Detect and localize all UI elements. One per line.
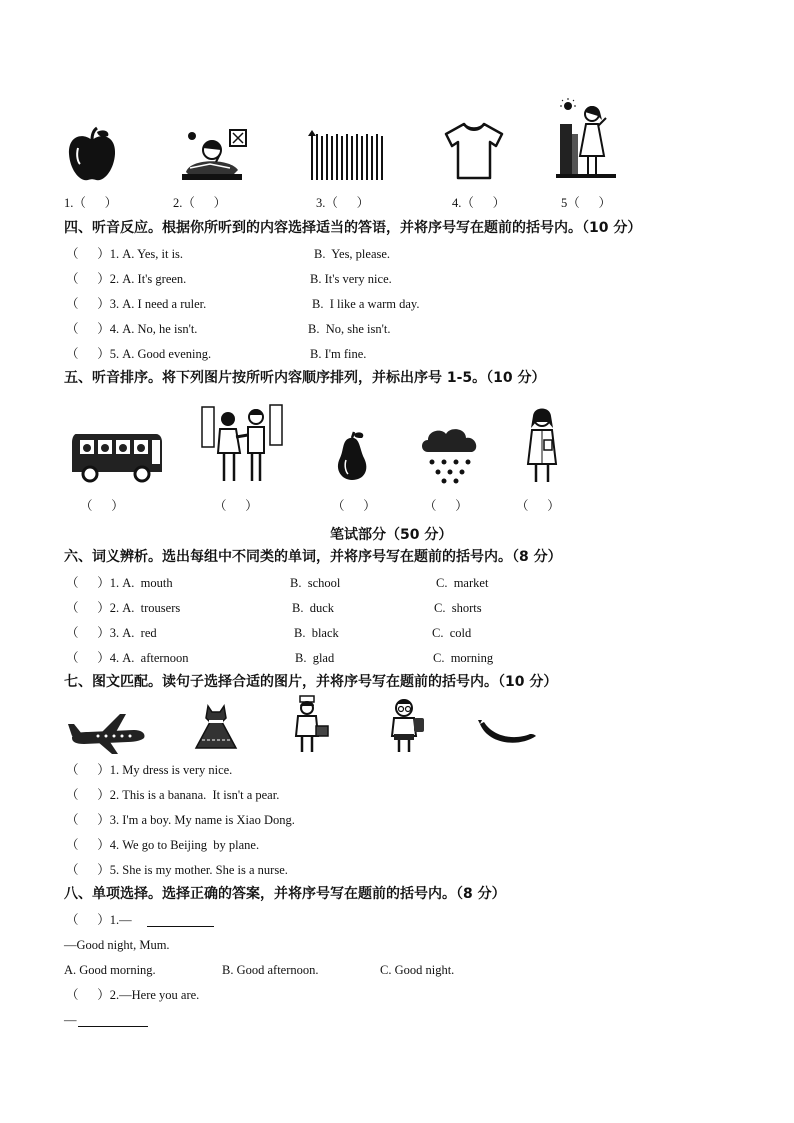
section-4-item-1-b: B. Yes, please. (314, 247, 391, 261)
order-label-5: （ ） (516, 499, 560, 513)
section-6-item-4-b: B. glad (295, 651, 335, 665)
rain-cloud-picture (418, 424, 482, 484)
pencils-picture (308, 130, 388, 182)
section-6-item-1-b: B. school (290, 576, 341, 590)
dress-picture (192, 704, 240, 752)
section-7-item-2: （ ）2. This is a banana. It isn't a pear. (66, 788, 280, 802)
nurse-mother-picture (288, 696, 332, 754)
picture-label-3: 3.（ ） (316, 196, 370, 210)
section-6-item-4-a: （ ）4. A. afternoon (66, 651, 189, 665)
section-4-item-3-a: （ ）3. A. I need a ruler. (66, 297, 207, 311)
section-8-q1-option-a: A. Good morning. (64, 963, 156, 977)
tshirt-picture (444, 122, 504, 180)
section-6-item-1-c: C. market (436, 576, 489, 590)
section-6-item-2-b: B. duck (292, 601, 335, 615)
section-8-q2-reply: — (64, 1013, 77, 1027)
section-8-q1-reply: —Good night, Mum. (64, 938, 170, 952)
section-7-item-1: （ ）1. My dress is very nice. (66, 763, 233, 777)
order-label-1: （ ） (80, 499, 124, 513)
section-8-q1: （ ）1.— (66, 913, 132, 927)
section-8-q2: （ ）2.—Here you are. (66, 988, 200, 1002)
section-7-item-3: （ ）3. I'm a boy. My name is Xiao Dong. (66, 813, 295, 827)
order-label-3: （ ） (332, 499, 376, 513)
section-6-item-3-c: C. cold (432, 626, 472, 640)
section-4-item-5-a: （ ）5. A. Good evening. (66, 347, 212, 361)
written-part-title: 笔试部分（50 分） (330, 527, 453, 543)
girl-in-sun-picture (556, 98, 616, 184)
picture-label-2: 2.（ ） (173, 196, 227, 210)
section-4-item-3-b: B. I like a warm day. (312, 297, 420, 311)
section-4-item-4-b: B. No, she isn't. (308, 322, 391, 336)
section-7-item-4: （ ）4. We go to Beijing by plane. (66, 838, 260, 852)
section-4-header: 四、听音反应。根据你所听到的内容选择适当的答语，并将序号写在题前的括号内。（10 分） (64, 220, 642, 236)
q2-answer-blank[interactable] (78, 1026, 148, 1027)
airplane-picture (68, 712, 148, 754)
section-4-item-5-b: B. I'm fine. (310, 347, 367, 361)
order-label-2: （ ） (214, 499, 258, 513)
section-5-header: 五、听音排序。将下列图片按所听内容顺序排列，并标出序号 1-5。（10 分） (64, 370, 546, 386)
order-label-4: （ ） (424, 499, 468, 513)
section-4-item-2-b: B. It's very nice. (310, 272, 392, 286)
picture-label-1: 1.（ ） (64, 196, 118, 210)
section-6-item-2-c: C. shorts (434, 601, 482, 615)
section-8-header: 八、单项选择。选择正确的答案，并将序号写在题前的括号内。（8 分） (64, 886, 506, 902)
q1-answer-blank[interactable] (147, 926, 214, 927)
section-6-header: 六、词义辨析。选出每组中不同类的单词，并将序号写在题前的括号内。（8 分） (64, 549, 562, 565)
section-4-item-1-a: （ ）1. A. Yes, it is. (66, 247, 184, 261)
people-shaking-hands-picture (200, 403, 286, 483)
section-7-header: 七、图文匹配。读句子选择合适的图片，并将序号写在题前的括号内。（10 分） (64, 674, 558, 690)
apple-picture (64, 126, 120, 184)
section-4-item-4-a: （ ）4. A. No, he isn't. (66, 322, 198, 336)
section-8-q1-option-c: C. Good night. (380, 963, 455, 977)
reading-girl-picture (180, 128, 250, 184)
section-6-item-2-a: （ ）2. A. trousers (66, 601, 181, 615)
picture-label-4: 4.（ ） (452, 196, 506, 210)
pear-picture (332, 430, 372, 482)
section-8-q1-option-b: B. Good afternoon. (222, 963, 319, 977)
section-7-item-5: （ ）5. She is my mother. She is a nurse. (66, 863, 288, 877)
boy-picture (384, 696, 428, 754)
section-6-item-4-c: C. morning (433, 651, 494, 665)
section-4-item-2-a: （ ）2. A. It's green. (66, 272, 187, 286)
section-6-item-1-a: （ ）1. A. mouth (66, 576, 173, 590)
section-6-item-3-a: （ ）3. A. red (66, 626, 157, 640)
nurse-picture (520, 404, 564, 484)
picture-label-5: 5（ ） (561, 196, 612, 210)
bus-picture (68, 428, 164, 484)
section-6-item-3-b: B. black (294, 626, 339, 640)
banana-picture (478, 718, 538, 750)
